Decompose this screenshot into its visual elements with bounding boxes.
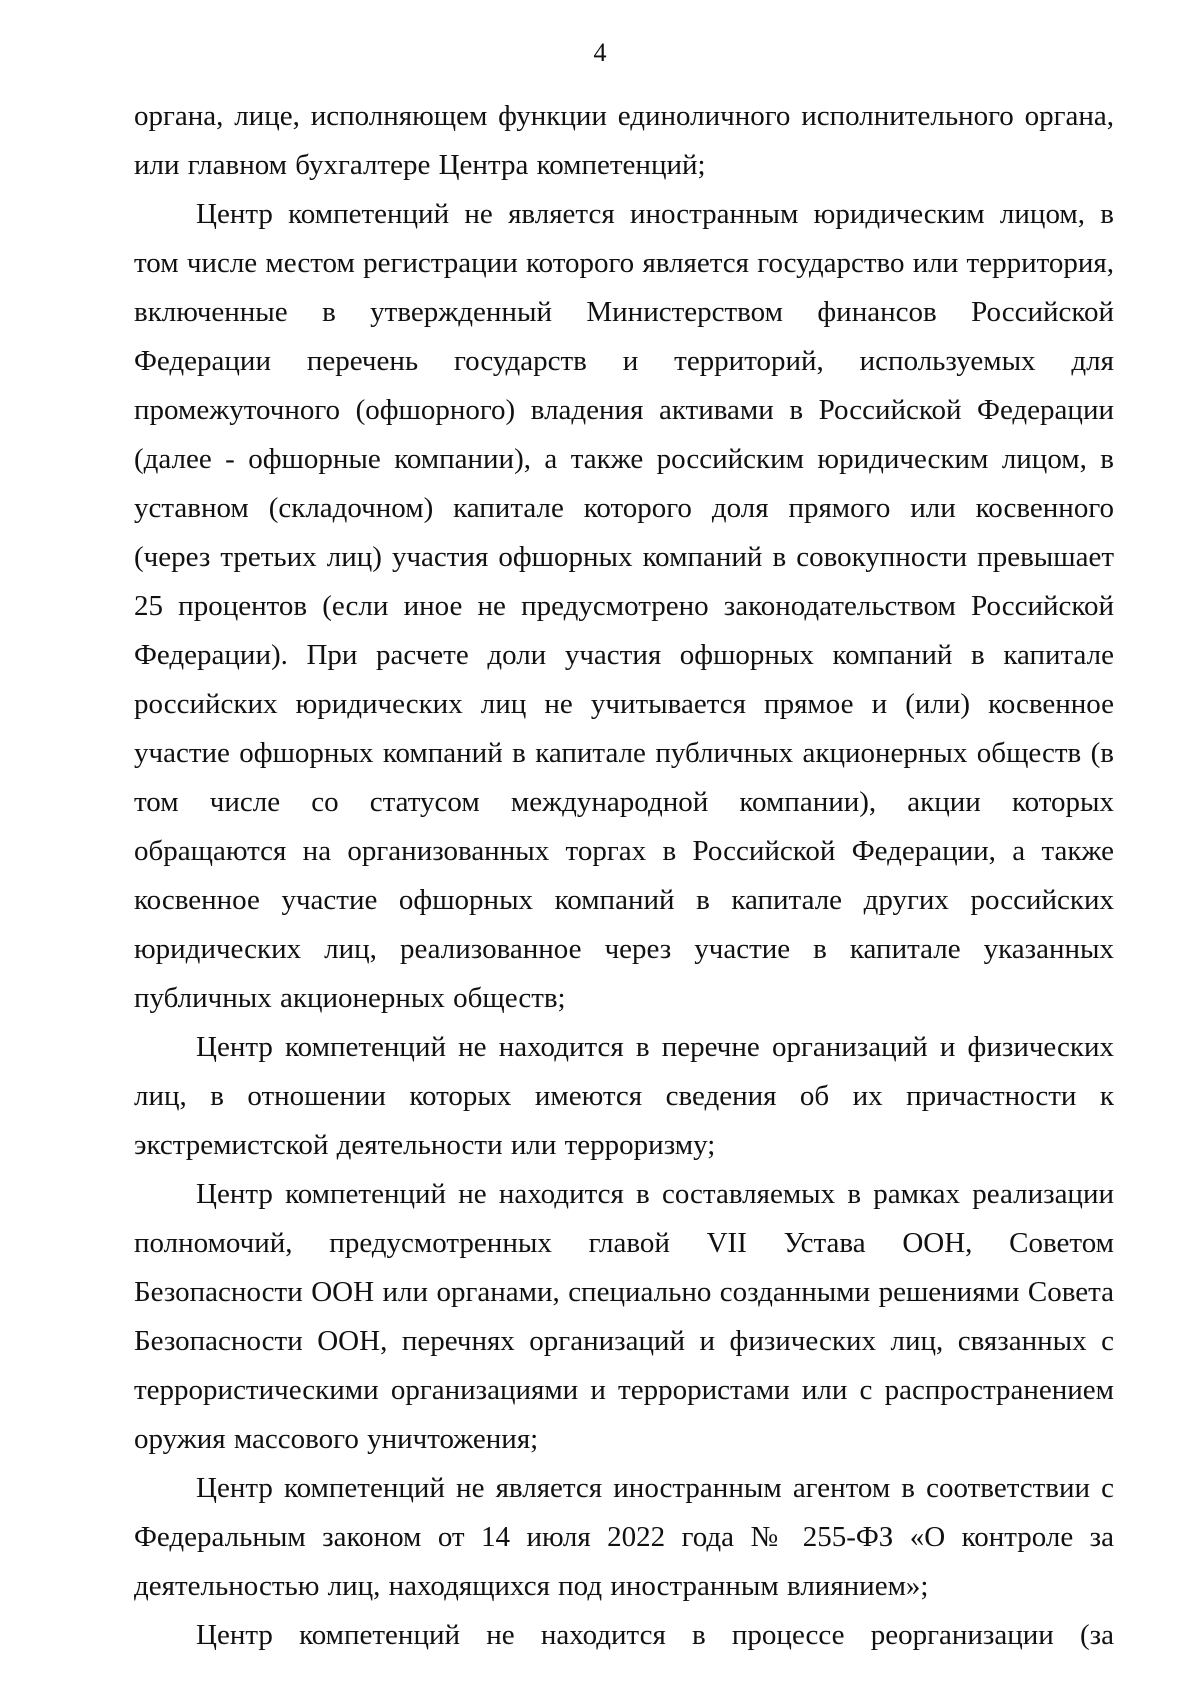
- paragraph-2: Центр компетенций не является иностранным юридическим лицом, в том числе местом регистрации которого является государство или территория, включенные в утвержденный Министерством финансов Российской Федерации перечень государств и территорий, используемых для промежуточного (офшорного) владения активами в Российской Федерации (далее - офшорные компании), а также российским юридическим лицом, в уставном (складочном) капитале которого доля прямого или косвенного (через третьих лиц) участия офшорных компаний в совокупности превышает 25 процентов (если иное не предусмотрено законодательством Российской Федерации). При расчете доли участия офшорных компаний в капитале российских юридических лиц не учитывается прямое и (или) косвенное участие офшорных компаний в капитале публичных акционерных обществ (в том числе со статусом международной компании), акции которых обращаются на организованных торгах в Российской Федерации, а также косвенное участие офшорных компаний в капитале других российских юридических лиц, реализованное через участие в капитале указанных публичных акционерных обществ;: [134, 198, 1114, 1014]
- page-number: 4: [593, 38, 607, 67]
- document-body: [134, 92, 1114, 1660]
- paragraph-1: органа, лице, исполняющем функции единоличного исполнительного органа, или главном бухгалтере Центра компетенций;: [134, 100, 1114, 181]
- paragraph-5: Центр компетенций не является иностранным агентом в соответствии с Федеральным законом от 14 июля 2022 года № 255-ФЗ «О контроле за деятельностью лиц, находящихся под иностранным влиянием»;: [134, 1472, 1114, 1602]
- paragraph-4: Центр компетенций не находится в составляемых в рамках реализации полномочий, предусмотренных главой VII Устава ООН, Советом Безопасности ООН или органами, специально созданными решениями Совета Безопасности ООН, перечнях организаций и физических лиц, связанных с террористическими организациями и террористами или с распространением оружия массового уничтожения;: [134, 1178, 1114, 1455]
- paragraph-6: Центр компетенций не находится в процессе реорганизации (за: [196, 1619, 1114, 1651]
- paragraph-3: Центр компетенций не находится в перечне организаций и физических лиц, в отношении которых имеются сведения об их причастности к экстремистской деятельности или терроризму;: [134, 1031, 1114, 1161]
